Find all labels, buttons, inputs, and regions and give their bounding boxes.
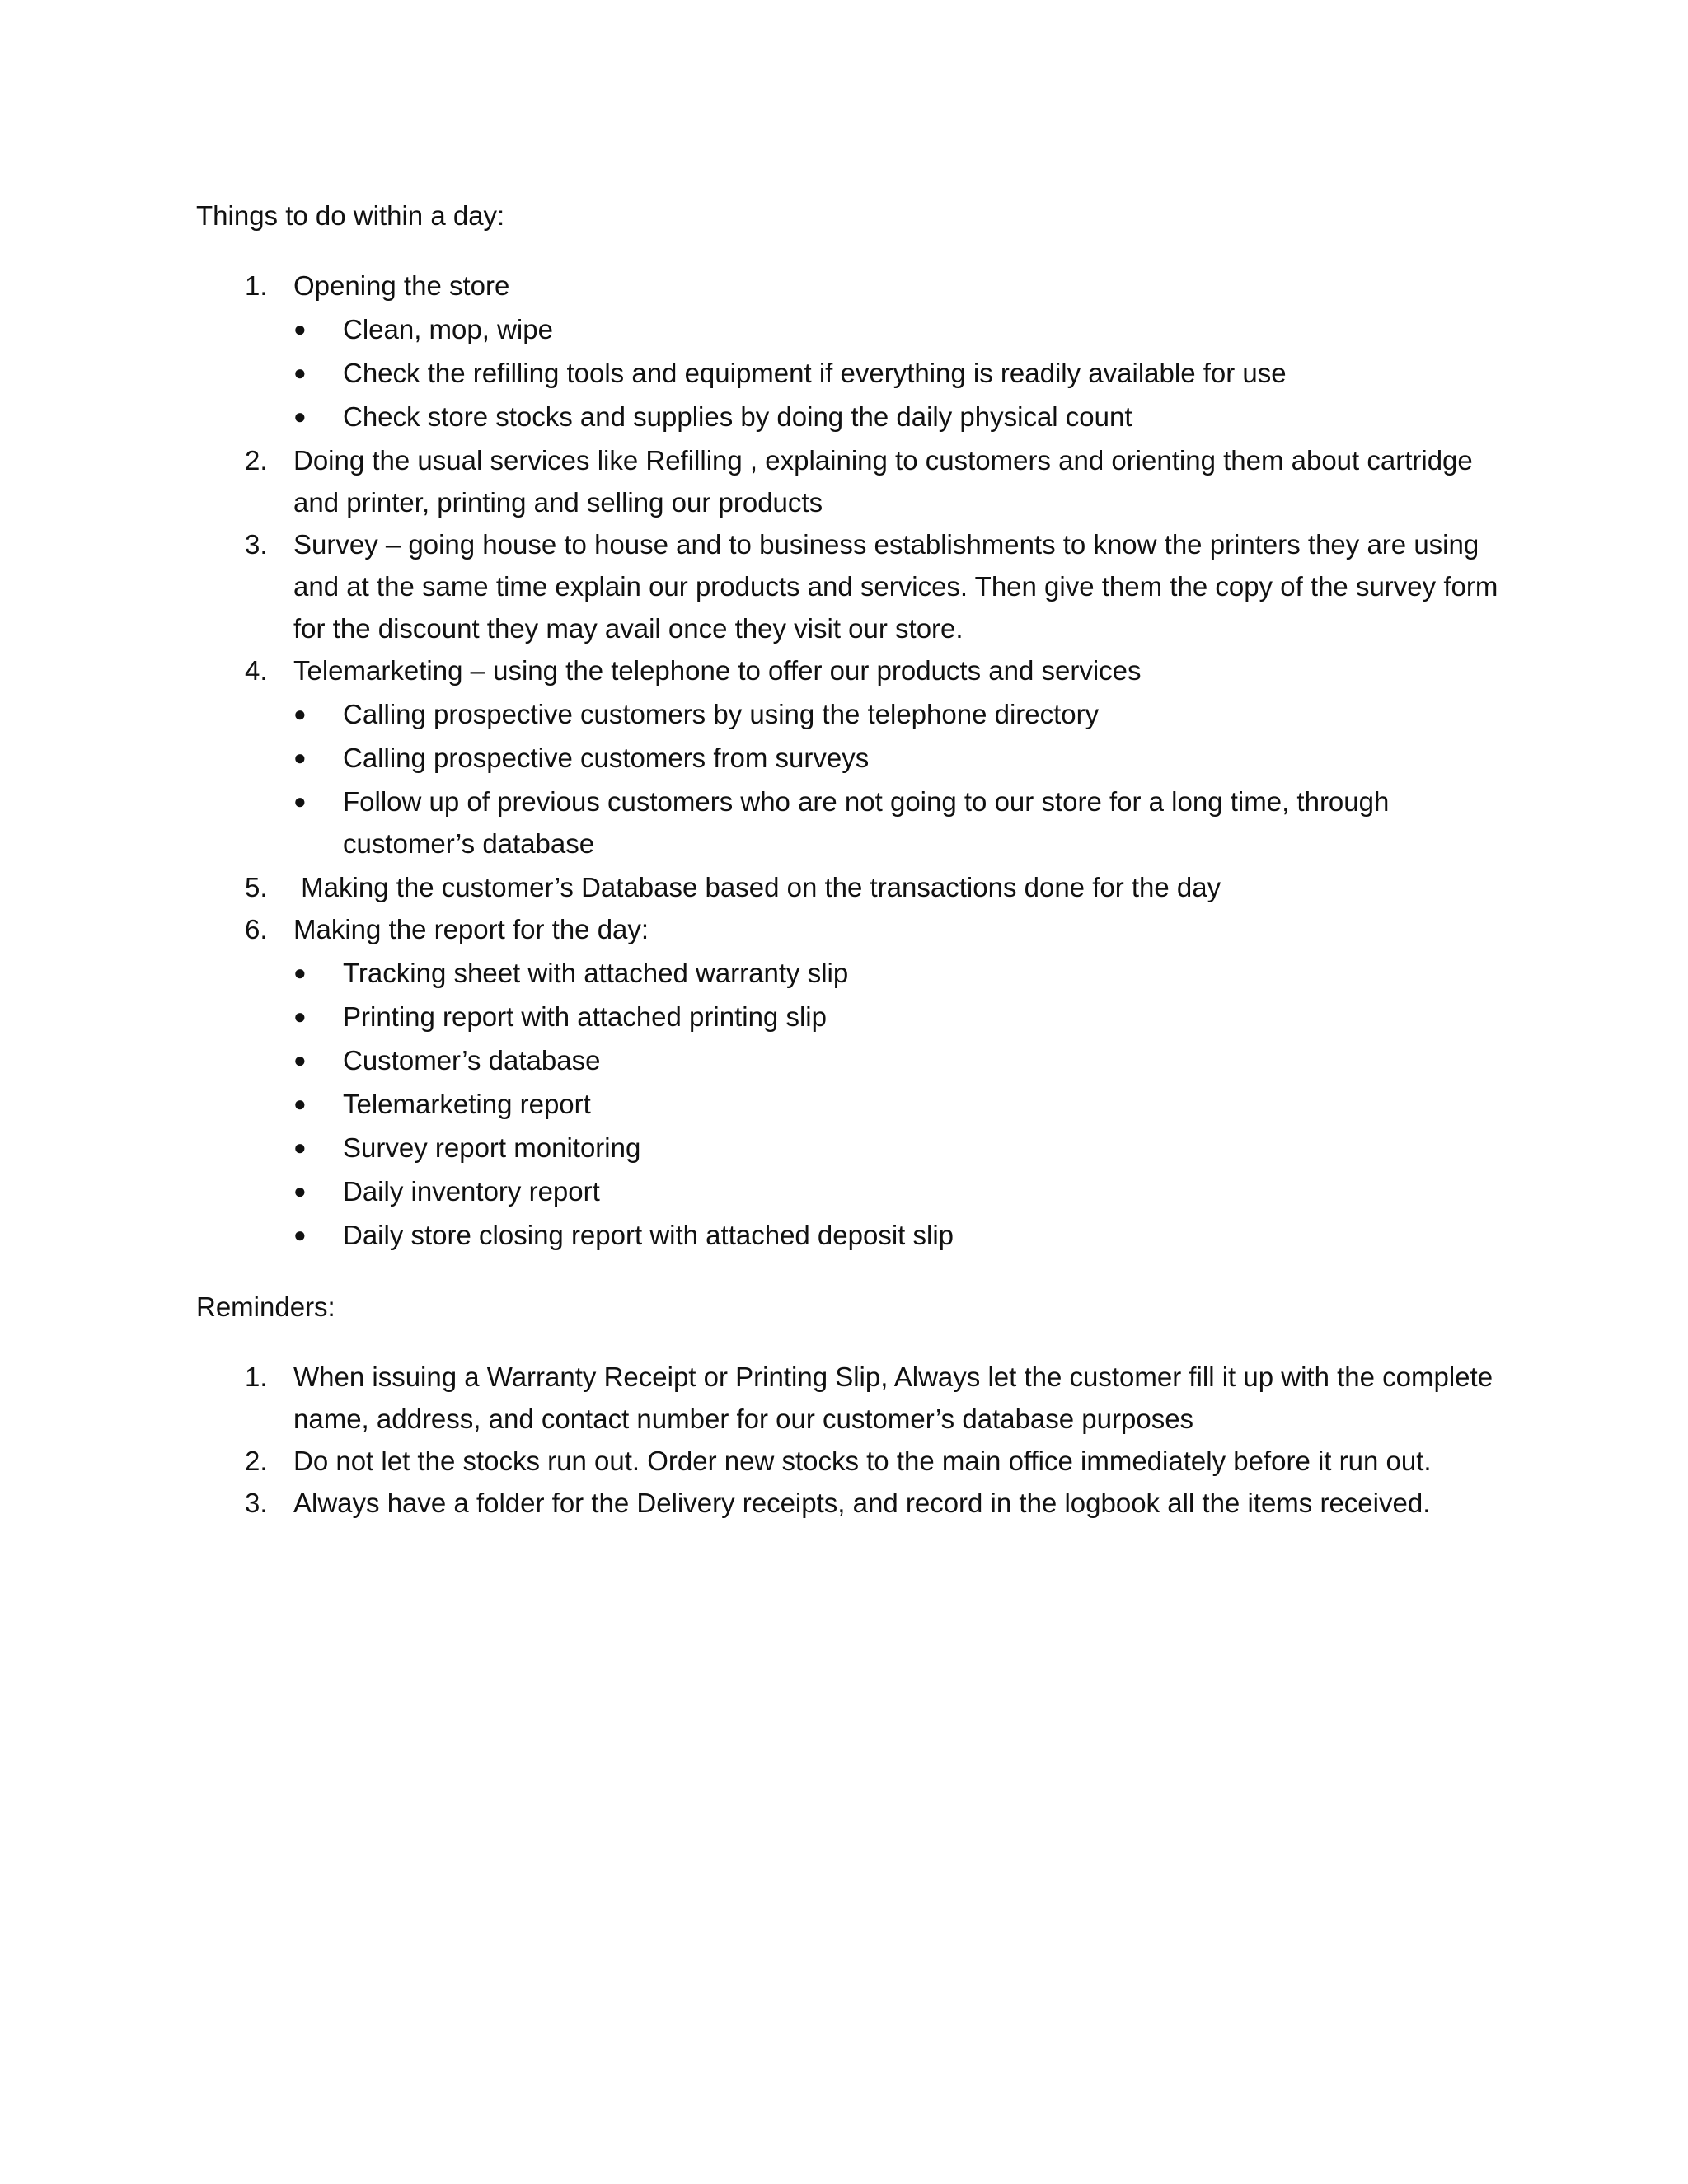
daily-task-item	[196, 908, 1498, 1256]
bullet-item	[293, 1083, 1498, 1125]
bullet-icon: ●	[293, 701, 307, 726]
bullet-icon: ●	[293, 1004, 307, 1029]
list-number: 3.	[245, 1488, 268, 1518]
reminder-item	[196, 1440, 1498, 1482]
bullet-item	[293, 352, 1498, 394]
daily-tasks-heading: Things to do within a day:	[196, 200, 505, 231]
bullet-item	[293, 1039, 1498, 1081]
bullet-icon: ●	[293, 404, 307, 429]
bullet-icon: ●	[293, 789, 307, 813]
bullet-text: Check the refilling tools and equipment if everything is readily available for use	[343, 358, 1287, 388]
bullet-item	[293, 737, 1498, 779]
daily-task-text: Survey – going house to house and to business establishments to know the printers they are using and at the same time explain our products and services. Then give them the copy of the survey form for the discount they may avail once they visit our store.	[293, 529, 1498, 644]
bullet-icon: ●	[293, 1179, 307, 1203]
bullet-item	[293, 1170, 1498, 1212]
list-number: 1.	[245, 270, 268, 301]
section-spacer	[196, 1258, 1498, 1286]
bullet-item	[293, 396, 1498, 438]
list-number: 2.	[245, 1446, 268, 1476]
list-number: 4.	[245, 655, 268, 686]
bullet-text: Daily store closing report with attached deposit slip	[343, 1220, 954, 1250]
bullet-text: Calling prospective customers from surveys	[343, 743, 870, 773]
bullet-icon: ●	[293, 960, 307, 985]
daily-task-item	[196, 523, 1498, 649]
daily-task-text: Making the report for the day:	[293, 914, 649, 944]
bullet-item	[293, 308, 1498, 350]
bullet-item	[293, 780, 1498, 865]
bullet-icon: ●	[293, 1222, 307, 1247]
daily-task-item	[196, 649, 1498, 865]
daily-task-item	[196, 265, 1498, 438]
daily-task-subitems	[293, 952, 1498, 1256]
reminder-text: When issuing a Warranty Receipt or Printing Slip, Always let the customer fill it up with the complete name, address, and contact number for our customer’s database purposes	[293, 1361, 1493, 1434]
list-number: 6.	[245, 914, 268, 944]
document-content	[196, 194, 1498, 1524]
reminder-item	[196, 1482, 1498, 1524]
bullet-item	[293, 1214, 1498, 1256]
bullet-text: Daily inventory report	[343, 1176, 600, 1207]
bullet-icon: ●	[293, 316, 307, 341]
bullet-text: Survey report monitoring	[343, 1132, 641, 1163]
bullet-text: Customer’s database	[343, 1045, 601, 1076]
bullet-icon: ●	[293, 360, 307, 385]
list-number: 5.	[245, 872, 268, 902]
reminder-item	[196, 1356, 1498, 1440]
daily-task-text: Telemarketing – using the telephone to offer our products and services	[293, 655, 1142, 686]
bullet-item	[293, 952, 1498, 994]
bullet-icon: ●	[293, 1135, 307, 1160]
daily-task-text: Doing the usual services like Refilling , explaining to customers and orienting them about cartridge and printer, printing and selling our products	[293, 445, 1473, 518]
reminders-heading: Reminders:	[196, 1291, 335, 1322]
daily-tasks-list	[196, 265, 1498, 1256]
daily-task-text: Making the customer’s Database based on the transactions done for the day	[293, 872, 1221, 902]
reminder-text: Always have a folder for the Delivery receipts, and record in the logbook all the items received.	[293, 1488, 1431, 1518]
bullet-text: Check store stocks and supplies by doing the daily physical count	[343, 401, 1132, 432]
daily-task-subitems	[293, 693, 1498, 865]
list-number: 1.	[245, 1361, 268, 1392]
reminders-list	[196, 1356, 1498, 1524]
bullet-text: Tracking sheet with attached warranty slip	[343, 958, 849, 988]
bullet-item	[293, 996, 1498, 1038]
bullet-item	[293, 693, 1498, 735]
bullet-icon: ●	[293, 745, 307, 770]
list-number: 2.	[245, 445, 268, 476]
bullet-item	[293, 1127, 1498, 1169]
bullet-text: Printing report with attached printing slip	[343, 1001, 827, 1032]
list-number: 3.	[245, 529, 268, 560]
daily-task-text: Opening the store	[293, 270, 510, 301]
bullet-text: Calling prospective customers by using the telephone directory	[343, 699, 1100, 729]
bullet-icon: ●	[293, 1047, 307, 1072]
reminder-text: Do not let the stocks run out. Order new stocks to the main office immediately before it run out.	[293, 1446, 1432, 1476]
daily-task-subitems	[293, 308, 1498, 438]
daily-task-item	[196, 439, 1498, 523]
bullet-text: Telemarketing report	[343, 1089, 591, 1119]
bullet-icon: ●	[293, 1091, 307, 1116]
bullet-text: Clean, mop, wipe	[343, 314, 553, 344]
bullet-text: Follow up of previous customers who are not going to our store for a long time, through customer’s database	[343, 786, 1390, 859]
daily-task-item	[196, 866, 1498, 908]
